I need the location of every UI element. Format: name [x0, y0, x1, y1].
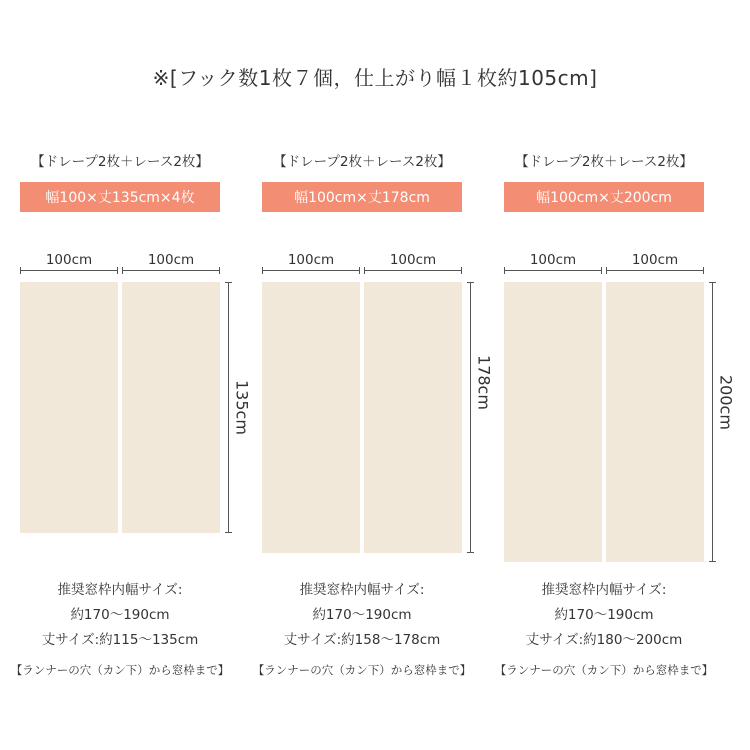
height-dimension-line [228, 282, 229, 533]
curtain-panel-left [262, 282, 360, 553]
width-label-right: 100cm [389, 252, 437, 268]
window-width-title: 推奨窓枠内幅サイズ: [57, 582, 183, 598]
set-label: 【ドレープ2枚＋レース2枚】 [273, 154, 451, 170]
curtain-set-200 [494, 0, 744, 750]
window-width-range: 約170～190cm [312, 607, 412, 623]
window-width-title: 推奨窓枠内幅サイズ: [299, 582, 425, 598]
width-dimension-line-left [20, 270, 118, 271]
width-dimension-line-right [364, 270, 462, 271]
height-label: 200cm [716, 374, 736, 430]
window-width-range: 約170～190cm [70, 607, 170, 623]
window-width-range: 約170～190cm [554, 607, 654, 623]
curtain-panel-left [504, 282, 602, 562]
measurement-note: 【ランナーの穴（カン下）から窓枠まで】 [10, 663, 230, 677]
set-label: 【ドレープ2枚＋レース2枚】 [515, 154, 693, 170]
width-dimension-line-left [504, 270, 602, 271]
curtain-set-135 [10, 0, 260, 750]
height-label: 135cm [232, 380, 252, 435]
curtain-panel-right [122, 282, 220, 533]
curtain-panel-left [20, 282, 118, 533]
width-label-right: 100cm [147, 252, 195, 268]
width-label-left: 100cm [287, 252, 335, 268]
measurement-note: 【ランナーの穴（カン下）から窓枠まで】 [494, 663, 714, 677]
width-dimension-line-right [122, 270, 220, 271]
size-badge: 幅100cm×丈200cm [504, 182, 704, 212]
size-badge: 幅100×丈135cm×4枚 [20, 182, 220, 212]
curtain-set-178 [252, 0, 502, 750]
set-label: 【ドレープ2枚＋レース2枚】 [31, 154, 209, 170]
size-badge: 幅100cm×丈178cm [262, 182, 462, 212]
curtain-panel-right [606, 282, 704, 562]
height-dimension-line [712, 282, 713, 562]
height-label: 178cm [474, 355, 494, 410]
width-dimension-line-left [262, 270, 360, 271]
width-label-left: 100cm [529, 252, 577, 268]
length-range: 丈サイズ:約180～200cm [525, 632, 683, 648]
width-label-left: 100cm [45, 252, 93, 268]
length-range: 丈サイズ:約158～178cm [283, 632, 441, 648]
curtain-panel-right [364, 282, 462, 553]
window-width-title: 推奨窓枠内幅サイズ: [541, 582, 667, 598]
measurement-note: 【ランナーの穴（カン下）から窓枠まで】 [252, 663, 472, 677]
width-label-right: 100cm [631, 252, 679, 268]
length-range: 丈サイズ:約115～135cm [41, 632, 199, 648]
hook-info-header: ※[フック数1枚７個，仕上がり幅１枚約105cm] [152, 66, 598, 90]
height-dimension-line [470, 282, 471, 553]
width-dimension-line-right [606, 270, 704, 271]
